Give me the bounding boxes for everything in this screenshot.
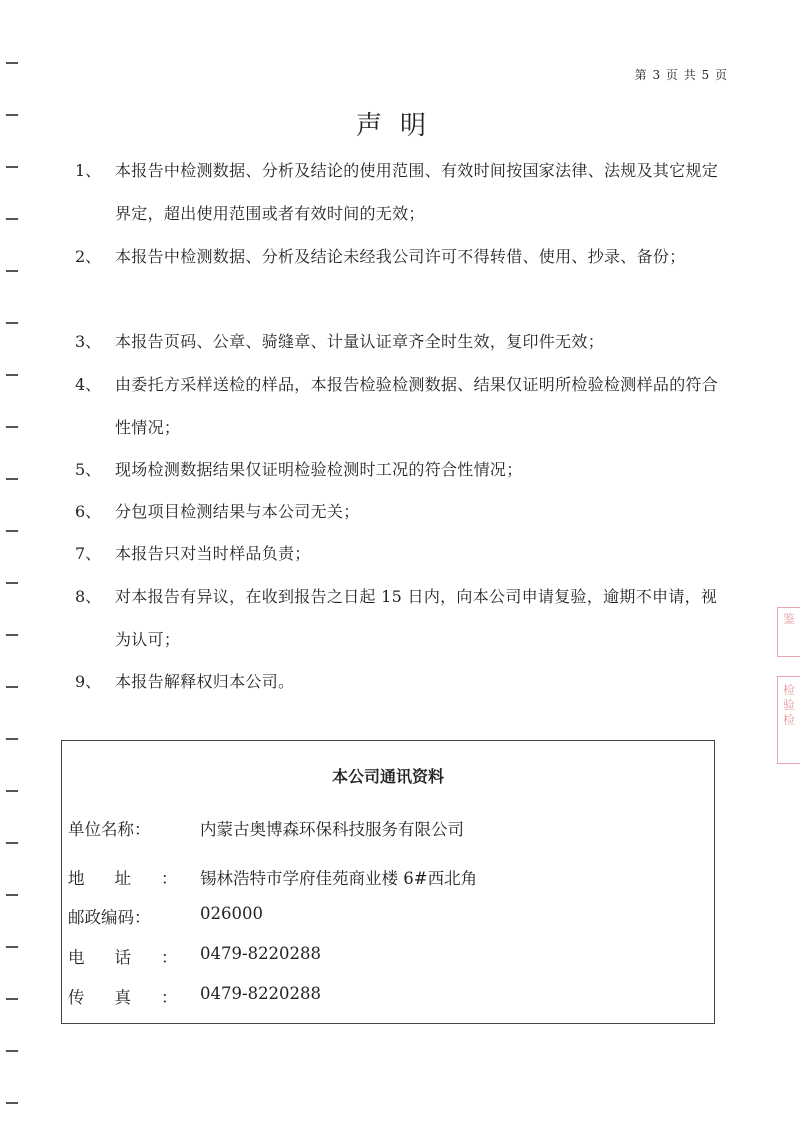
statement-text: 本报告页码、公章、骑缝章、计量认证章齐全时生效，复印件无效； xyxy=(115,332,605,351)
contact-label: 电话： xyxy=(68,948,208,967)
seal-stamp-fragment: 鉴 xyxy=(777,607,800,657)
contact-value: 0479-8220288 xyxy=(200,944,322,963)
contact-heading: 本公司通讯资料 xyxy=(331,767,444,786)
statement-item xyxy=(75,575,725,661)
contact-label: 地址： xyxy=(68,869,208,888)
statement-number: 1、 xyxy=(75,161,102,180)
statement-number: 5、 xyxy=(75,460,102,479)
statement-item xyxy=(75,532,725,575)
statement-item xyxy=(75,363,725,449)
statement-text: 现场检测数据结果仅证明检验检测时工况的符合性情况； xyxy=(115,460,523,479)
statement-text: 本报告只对当时样品负责； xyxy=(115,544,311,563)
page-title: 声明 xyxy=(355,111,444,142)
statement-item xyxy=(75,660,725,703)
contact-row-company xyxy=(68,816,464,840)
statement-text: 本报告中检测数据、分析及结论未经我公司许可不得转借、使用、抄录、备份； xyxy=(115,247,686,266)
statement-item xyxy=(75,320,725,363)
statement-item xyxy=(75,448,725,491)
statement-number: 4、 xyxy=(75,375,102,394)
contact-value: 026000 xyxy=(200,904,263,923)
statement-number: 2、 xyxy=(75,247,102,266)
contact-value: 锡林浩特市学府佳苑商业楼 6#西北角 xyxy=(200,869,478,888)
statement-item xyxy=(75,490,725,533)
contact-row-address xyxy=(68,865,478,889)
page-number: 第 3 页 共 5 页 xyxy=(634,68,728,82)
statement-number: 8、 xyxy=(75,587,102,606)
contact-label: 单位名称： xyxy=(68,820,151,839)
statement-item xyxy=(75,235,725,278)
statement-text: 对本报告有异议，在收到报告之日起 15 日内，向本公司申请复验，逾期不申请，视为认可； xyxy=(115,587,718,649)
statement-text: 本报告解释权归本公司。 xyxy=(115,672,295,691)
statement-text: 本报告中检测数据、分析及结论的使用范围、有效时间按国家法律、法规及其它规定界定，超出使用范围或者有效时间的无效； xyxy=(115,161,719,223)
contact-row-postcode xyxy=(68,904,263,928)
statement-number: 6、 xyxy=(75,502,102,521)
statement-item xyxy=(75,149,725,235)
contact-value: 0479-8220288 xyxy=(200,984,322,1003)
binding-margin-marks xyxy=(0,0,30,1131)
statement-number: 9、 xyxy=(75,672,102,691)
contact-row-fax xyxy=(68,984,322,1008)
statement-text: 由委托方采样送检的样品，本报告检验检测数据、结果仅证明所检验检测样品的符合性情况； xyxy=(115,375,719,437)
statement-text: 分包项目检测结果与本公司无关； xyxy=(115,502,360,521)
contact-label: 邮政编码： xyxy=(68,908,151,927)
statement-number: 7、 xyxy=(75,544,102,563)
contact-label: 传真： xyxy=(68,988,208,1007)
contact-row-phone xyxy=(68,944,322,968)
seal-stamp-fragment: 检验检 xyxy=(777,676,800,764)
contact-value: 内蒙古奥博森环保科技服务有限公司 xyxy=(200,820,464,839)
statement-number: 3、 xyxy=(75,332,102,351)
contact-info-box xyxy=(61,740,715,1024)
